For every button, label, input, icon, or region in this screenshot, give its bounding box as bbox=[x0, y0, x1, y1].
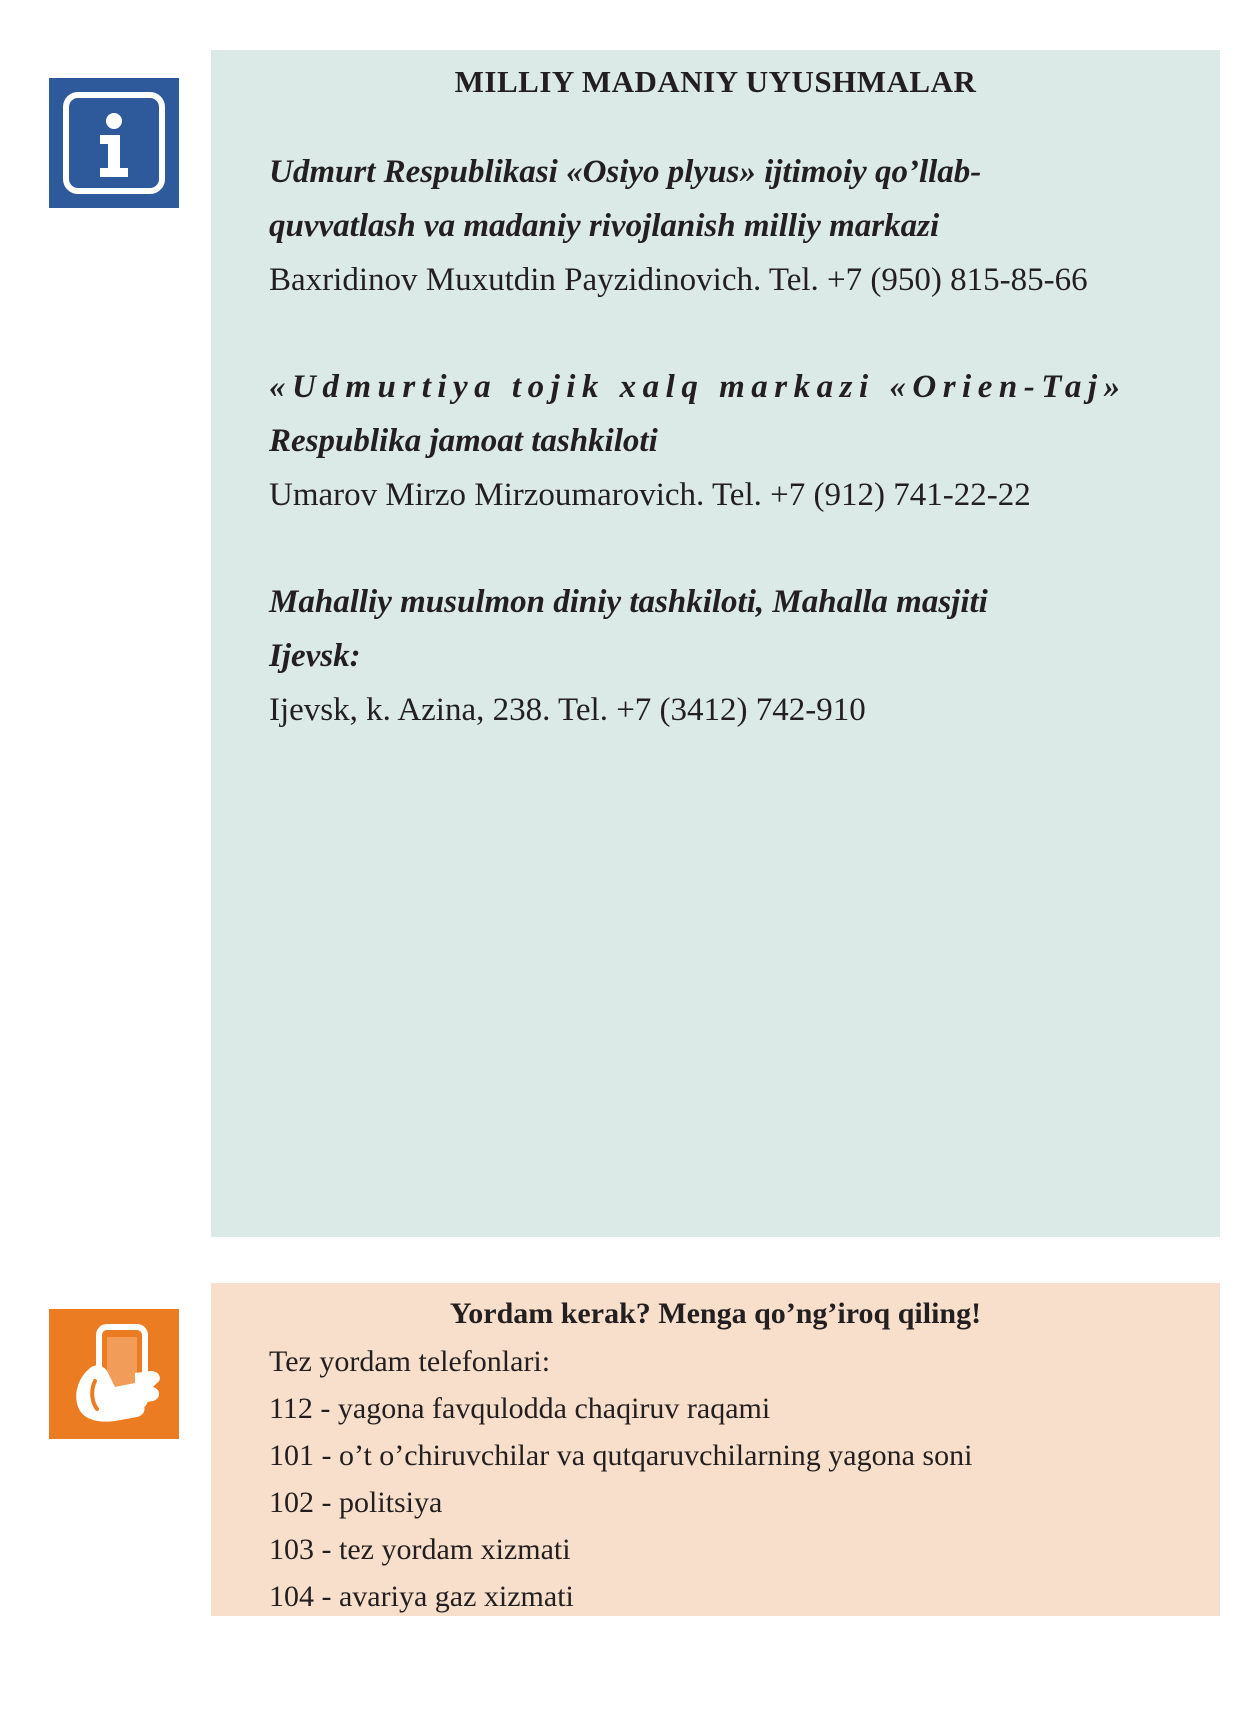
organization-name-line: Udmurt Respublikasi «Osiyo plyus» ijtimoiy qo’llab- bbox=[269, 154, 982, 190]
emergency-number: 101 - o’t o’chiruvchilar va qutqaruvchilarning yagona soni bbox=[269, 1439, 973, 1472]
help-panel bbox=[211, 1283, 1220, 1616]
organization-contact: Baxridinov Muxutdin Payzidinovich. Tel. +7 (950) 815-85-66 bbox=[269, 262, 1088, 298]
organization-contact: Umarov Mirzo Mirzoumarovich. Tel. +7 (912) 741-22-22 bbox=[269, 477, 1031, 513]
organization-contact: Ijevsk, k. Azina, 238. Tel. +7 (3412) 742-910 bbox=[269, 692, 866, 728]
organization-mahalla-masjiti bbox=[269, 575, 1162, 737]
info-icon bbox=[49, 78, 179, 208]
help-title: Yordam kerak? Menga qo’ng’iroq qiling! bbox=[449, 1297, 982, 1330]
organization-name-line: «Udmurtiya tojik xalq markazi «Orien-Taj» bbox=[269, 369, 1127, 405]
organization-name-line: Respublika jamoat tashkiloti bbox=[269, 423, 658, 459]
emergency-number: 104 - avariya gaz xizmati bbox=[269, 1580, 574, 1613]
phone-in-hand-icon bbox=[49, 1309, 179, 1439]
organization-name-line: Ijevsk: bbox=[269, 638, 361, 674]
emergency-number: 103 - tez yordam xizmati bbox=[269, 1533, 571, 1566]
organization-osiyo-plyus bbox=[269, 145, 1162, 307]
organization-orien-taj bbox=[269, 360, 1162, 522]
help-subtitle: Tez yordam telefonlari: bbox=[269, 1345, 551, 1378]
info-panel bbox=[211, 50, 1220, 1237]
organization-name-line: Mahalliy musulmon diniy tashkiloti, Mahalla masjiti bbox=[269, 584, 988, 620]
emergency-number: 112 - yagona favqulodda chaqiruv raqami bbox=[269, 1392, 771, 1425]
panel-title: MILLIY MADANIY UYUSHMALAR bbox=[454, 64, 977, 99]
organization-name-line: quvvatlash va madaniy rivojlanish milliy markazi bbox=[269, 208, 940, 244]
emergency-number: 102 - politsiya bbox=[269, 1486, 443, 1519]
